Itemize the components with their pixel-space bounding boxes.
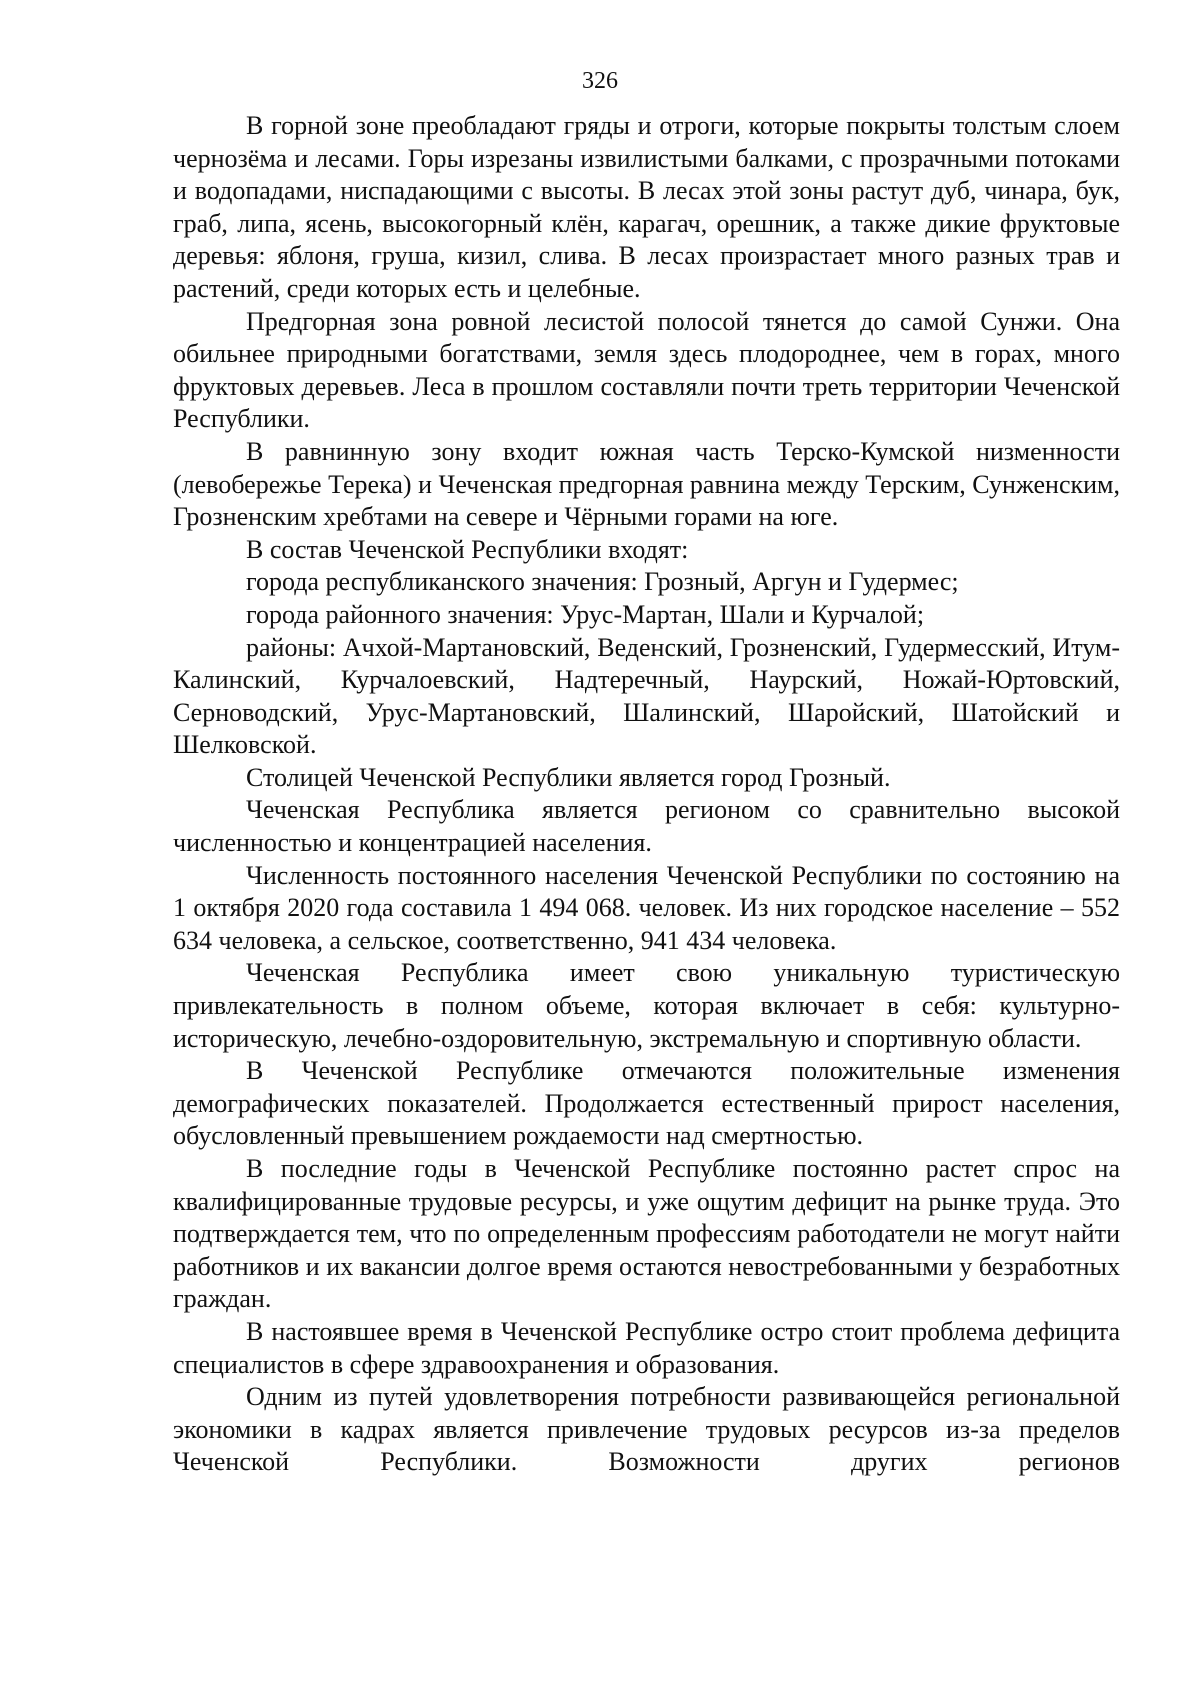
page-number: 326 [582,68,618,94]
paragraph-specialist-deficit: В настоявшее время в Чеченской Республике остро стоит проблема дефицита специалистов в сфере здравоохранения и образования. [173,1316,1120,1379]
paragraph-districts: районы: Ачхой-Мартановский, Веденский, Грозненский, Гудермесский, Итум-Калинский, Курчалоевский, Надтеречный, Наурский, Ножай-Юртовский, Серноводский, Урус-Мартановский, Шалинский, Шаройский, Шатойский и Шелковской. [173,632,1120,760]
paragraph-capital: Столицей Чеченской Республики является город Грозный. [246,762,891,792]
paragraph-district-cities: города районного значения: Урус-Мартан, Шали и Курчалой; [246,599,925,629]
paragraph-demographics: В Чеченской Республике отмечаются положительные изменения демографических показателей. Продолжается естественный прирост населения, обусловленный превышением рождаемости над смертностью. [173,1056,1120,1151]
paragraph-composition-intro: В состав Чеченской Республики входят: [246,534,689,564]
paragraph-plain-zone: В равнинную зону входит южная часть Терско-Кумской низменности (левобережье Терека) и Чеченская предгорная равнина между Терским, Сунженским, Грозненским хребтами на севере и Чёрными горами на юге. [173,436,1120,532]
paragraph-population-count: Численность постоянного населения Чеченской Республики по состоянию на 1 октября 2020 года составила 1 494 068. человек. Из них городское население – 552 634 человека, а сельское, соответственно, 941 434 человека. [173,860,1120,955]
paragraph-republican-cities: города республиканского значения: Грозный, Аргун и Гудермес; [246,567,959,597]
paragraph-foothill-zone: Предгорная зона ровной лесистой полосой тянется до самой Сунжи. Она обильнее природными богатствами, земля здесь плодороднее, чем в горах, много фруктовых деревьев. Леса в прошлом составляли почти треть территории Чеченской Республики. [173,306,1120,434]
paragraph-labor-attraction: Одним из путей удовлетворения потребности развивающейся региональной экономики в кадрах является привлечение трудовых ресурсов из-за пределов Чеченской Республики. Возможности других регионов [173,1382,1120,1477]
paragraph-labor-demand: В последние годы в Чеченской Республике постоянно растет спрос на квалифицированные трудовые ресурсы, и уже ощутим дефицит на рынке труда. Это подтверждается тем, что по определенным профессиям работодатели не могут найти работников и их вакансии долгое время остаются невостребованными у безработных граждан. [173,1154,1120,1314]
paragraph-population-density: Чеченская Республика является регионом со сравнительно высокой численностью и концентрацией населения. [173,795,1120,858]
paragraph-tourism: Чеченская Республика имеет свою уникальную туристическую привлекательность в полном объеме, которая включает в себя: культурно-историческую, лечебно-оздоровительную, экстремальную и спортивную области. [173,958,1120,1053]
body-text [173,110,1120,1479]
paragraph-mountain-zone: В горной зоне преобладают гряды и отроги, которые покрыты толстым слоем чернозёма и лесами. Горы изрезаны извилистыми балками, с прозрачными потоками и водопадами, ниспадающими с высоты. В лесах этой зоны растут дуб, чинара, бук, граб, липа, ясень, высокогорный клён, карагач, орешник, а также дикие фруктовые деревья: яблоня, груша, кизил, слива. В лесах произрастает много разных трав и растений, среди которых есть и целебные. [173,111,1120,303]
